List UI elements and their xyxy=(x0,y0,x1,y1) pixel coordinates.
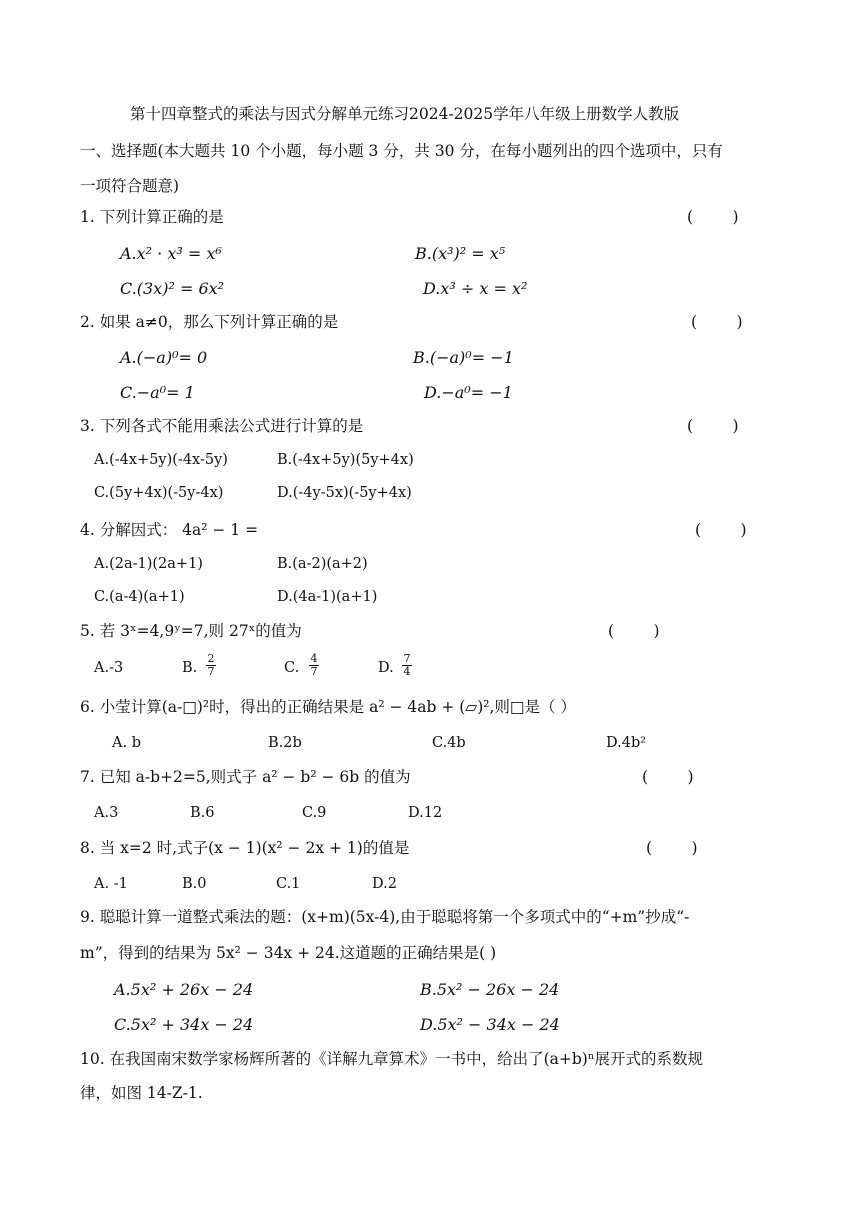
fraction-numerator: 7 xyxy=(403,652,411,665)
q2-option-b: B.(−a)⁰= −1 xyxy=(413,348,514,367)
fraction-numerator: 4 xyxy=(310,652,318,665)
q4-answer-paren: ( ) xyxy=(695,521,747,539)
q8-option-d: D.2 xyxy=(372,876,397,892)
q8-stem: 8. 当 x=2 时,式子(x − 1)(x² − 2x + 1)的值是 xyxy=(80,839,410,857)
fraction-denominator: 7 xyxy=(310,665,318,678)
q5-option-a: A.-3 xyxy=(94,660,124,676)
q7-option-c: C.9 xyxy=(302,805,327,821)
q6-option-d: D.4b² xyxy=(606,735,647,751)
q5-option-d: D. xyxy=(378,660,394,676)
q3-stem: 3. 下列各式不能用乘法公式进行计算的是 xyxy=(80,417,364,435)
page-title: 第十四章整式的乘法与因式分解单元练习2024-2025学年八年级上册数学人教版 xyxy=(130,105,680,123)
q7-option-d: D.12 xyxy=(408,805,443,821)
q7-option-b: B.6 xyxy=(190,805,215,821)
q1-option-d: D.x³ ÷ x = x² xyxy=(423,279,528,298)
q9-option-c: C.5x² + 34x − 24 xyxy=(114,1015,254,1034)
q9-option-d: D.5x² − 34x − 24 xyxy=(420,1015,560,1034)
section-heading: 一、选择题(本大题共 10 个小题，每小题 3 分，共 30 分，在每小题列出的四个选项中，只有 xyxy=(80,142,723,160)
q5-option-c: C. xyxy=(284,660,300,676)
q9-stem: 9. 聪聪计算一道整式乘法的题：(x+m)(5x-4),由于聪聪将第一个多项式中的“+m”抄成“- xyxy=(80,908,690,926)
q5-option-b-fraction xyxy=(206,653,216,678)
q8-option-b: B.0 xyxy=(182,876,207,892)
q9-stem-cont: m”，得到的结果为 5x² − 34x + 24.这道题的正确结果是( ) xyxy=(80,944,497,962)
q1-option-a: A.x² · x³ = x⁶ xyxy=(120,244,222,263)
q6-option-a: A. b xyxy=(112,735,141,751)
fraction-numerator: 2 xyxy=(207,652,215,665)
q6-option-c: C.4b xyxy=(432,735,466,751)
q4-option-d: D.(4a-1)(a+1) xyxy=(277,589,378,605)
q3-option-d: D.(-4y-5x)(-5y+4x) xyxy=(277,485,412,501)
q9-option-b: B.5x² − 26x − 24 xyxy=(420,980,560,999)
q3-answer-paren: ( ) xyxy=(687,417,739,435)
q8-option-a: A. -1 xyxy=(94,876,128,892)
q4-stem: 4. 分解因式： 4a² − 1 = xyxy=(80,521,259,539)
fraction-denominator: 7 xyxy=(207,665,215,678)
q1-option-c: C.(3x)² = 6x² xyxy=(120,279,225,298)
q3-option-b: B.(-4x+5y)(5y+4x) xyxy=(277,452,414,468)
q5-answer-paren: ( ) xyxy=(608,622,660,640)
q6-option-b: B.2b xyxy=(268,735,302,751)
q2-option-c: C.−a⁰= 1 xyxy=(120,383,195,402)
q4-option-a: A.(2a-1)(2a+1) xyxy=(94,556,203,572)
q8-answer-paren: ( ) xyxy=(646,839,698,857)
q1-answer-paren: ( ) xyxy=(687,208,739,226)
q5-option-b: B. xyxy=(182,660,198,676)
q8-option-c: C.1 xyxy=(276,876,301,892)
q10-stem-cont: 律，如图 14-Z-1. xyxy=(80,1084,203,1102)
q6-stem: 6. 小莹计算(a-□)²时，得出的正确结果是 a² − 4ab + (▱)²,则□是（ ） xyxy=(80,698,576,716)
q4-option-b: B.(a-2)(a+2) xyxy=(277,556,368,572)
q3-option-a: A.(-4x+5y)(-4x-5y) xyxy=(94,452,228,468)
section-heading-cont: 一项符合题意) xyxy=(80,177,180,195)
q9-option-a: A.5x² + 26x − 24 xyxy=(114,980,254,999)
q2-stem: 2. 如果 a≠0，那么下列计算正确的是 xyxy=(80,313,339,331)
fraction-denominator: 4 xyxy=(403,665,411,678)
q7-answer-paren: ( ) xyxy=(642,768,694,786)
q2-option-a: A.(−a)⁰= 0 xyxy=(120,348,208,367)
q7-stem: 7. 已知 a-b+2=5,则式子 a² − b² − 6b 的值为 xyxy=(80,768,411,786)
q5-option-c-fraction xyxy=(309,653,319,678)
q10-stem: 10. 在我国南宋数学家杨辉所著的《详解九章算术》一书中，给出了(a+b)ⁿ展开式的系数规 xyxy=(80,1050,704,1068)
q1-stem: 1. 下列计算正确的是 xyxy=(80,208,224,226)
q4-option-c: C.(a-4)(a+1) xyxy=(94,589,185,605)
q5-stem: 5. 若 3ˣ=4,9ʸ=7,则 27ˣ的值为 xyxy=(80,622,302,640)
q5-option-d-fraction xyxy=(402,653,412,678)
q1-option-b: B.(x³)² = x⁵ xyxy=(415,244,506,263)
q3-option-c: C.(5y+4x)(-5y-4x) xyxy=(94,485,224,501)
q7-option-a: A.3 xyxy=(94,805,119,821)
q2-option-d: D.−a⁰= −1 xyxy=(424,383,513,402)
q2-answer-paren: ( ) xyxy=(691,313,743,331)
